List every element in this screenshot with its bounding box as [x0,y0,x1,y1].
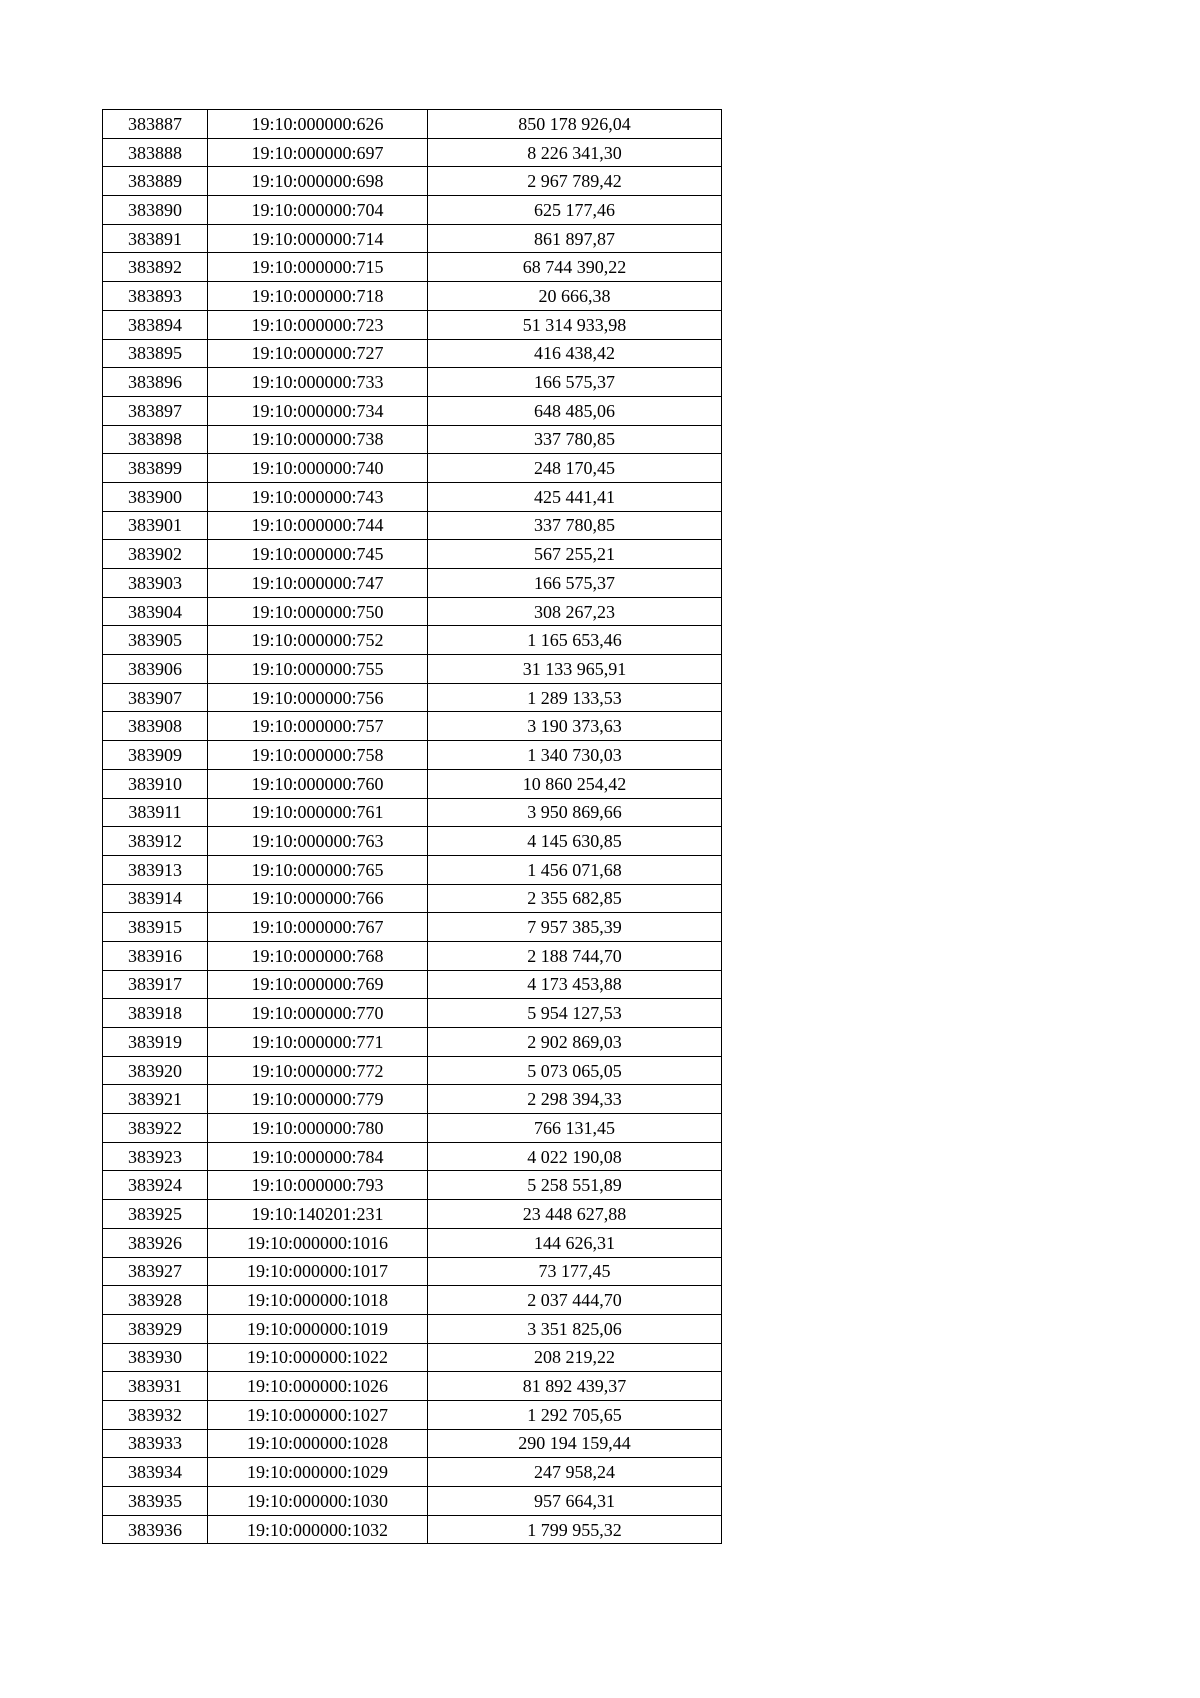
value-cell: 850 178 926,04 [428,110,722,139]
table-row [103,1257,722,1286]
row-number-cell: 383910 [103,769,208,798]
row-number-cell: 383905 [103,626,208,655]
value-cell: 68 744 390,22 [428,253,722,282]
value-cell: 166 575,37 [428,368,722,397]
value-cell: 23 448 627,88 [428,1200,722,1229]
cadastral-number-cell: 19:10:000000:1019 [208,1314,428,1343]
value-cell: 3 190 373,63 [428,712,722,741]
value-cell: 51 314 933,98 [428,310,722,339]
row-number-cell: 383903 [103,569,208,598]
value-cell: 957 664,31 [428,1487,722,1516]
value-cell: 5 073 065,05 [428,1056,722,1085]
row-number-cell: 383930 [103,1343,208,1372]
cadastral-number-cell: 19:10:000000:727 [208,339,428,368]
row-number-cell: 383895 [103,339,208,368]
value-cell: 73 177,45 [428,1257,722,1286]
cadastral-number-cell: 19:10:000000:1018 [208,1286,428,1315]
table-row [103,1114,722,1143]
cadastral-number-cell: 19:10:000000:761 [208,798,428,827]
value-cell: 31 133 965,91 [428,655,722,684]
table-row [103,1487,722,1516]
table-row [103,1200,722,1229]
row-number-cell: 383934 [103,1458,208,1487]
value-cell: 2 902 869,03 [428,1028,722,1057]
row-number-cell: 383916 [103,941,208,970]
cadastral-number-cell: 19:10:000000:1027 [208,1400,428,1429]
cadastral-number-cell: 19:10:000000:755 [208,655,428,684]
row-number-cell: 383915 [103,913,208,942]
value-cell: 2 298 394,33 [428,1085,722,1114]
table-row [103,1286,722,1315]
cadastral-number-cell: 19:10:000000:733 [208,368,428,397]
value-cell: 208 219,22 [428,1343,722,1372]
row-number-cell: 383909 [103,741,208,770]
table-row [103,110,722,139]
table-row [103,1085,722,1114]
row-number-cell: 383899 [103,454,208,483]
table-row [103,970,722,999]
table-row [103,597,722,626]
row-number-cell: 383913 [103,855,208,884]
cadastral-number-cell: 19:10:000000:771 [208,1028,428,1057]
table-row [103,253,722,282]
value-cell: 337 780,85 [428,511,722,540]
table-row [103,712,722,741]
table-row [103,683,722,712]
table-row [103,769,722,798]
table-row [103,1171,722,1200]
table-body [103,110,722,1544]
value-cell: 3 950 869,66 [428,798,722,827]
table-row [103,827,722,856]
row-number-cell: 383891 [103,224,208,253]
cadastral-number-cell: 19:10:000000:1032 [208,1515,428,1544]
cadastral-number-cell: 19:10:000000:765 [208,855,428,884]
cadastral-number-cell: 19:10:000000:768 [208,941,428,970]
row-number-cell: 383906 [103,655,208,684]
value-cell: 1 456 071,68 [428,855,722,884]
table-row [103,282,722,311]
row-number-cell: 383924 [103,1171,208,1200]
value-cell: 425 441,41 [428,482,722,511]
value-cell: 2 355 682,85 [428,884,722,913]
cadastral-number-cell: 19:10:000000:704 [208,196,428,225]
cadastral-number-cell: 19:10:000000:1029 [208,1458,428,1487]
row-number-cell: 383912 [103,827,208,856]
value-cell: 308 267,23 [428,597,722,626]
cadastral-number-cell: 19:10:000000:772 [208,1056,428,1085]
table-row [103,1228,722,1257]
value-cell: 248 170,45 [428,454,722,483]
table-row [103,741,722,770]
row-number-cell: 383918 [103,999,208,1028]
row-number-cell: 383900 [103,482,208,511]
cadastral-number-cell: 19:10:000000:770 [208,999,428,1028]
cadastral-number-cell: 19:10:000000:1017 [208,1257,428,1286]
value-cell: 4 173 453,88 [428,970,722,999]
table-row [103,913,722,942]
value-cell: 8 226 341,30 [428,138,722,167]
table-row [103,1142,722,1171]
cadastral-number-cell: 19:10:000000:760 [208,769,428,798]
row-number-cell: 383889 [103,167,208,196]
row-number-cell: 383897 [103,396,208,425]
value-cell: 625 177,46 [428,196,722,225]
value-cell: 648 485,06 [428,396,722,425]
table-row [103,1515,722,1544]
cadastral-number-cell: 19:10:000000:714 [208,224,428,253]
row-number-cell: 383931 [103,1372,208,1401]
cadastral-number-cell: 19:10:000000:1026 [208,1372,428,1401]
value-cell: 247 958,24 [428,1458,722,1487]
table-row [103,167,722,196]
value-cell: 416 438,42 [428,339,722,368]
row-number-cell: 383932 [103,1400,208,1429]
cadastral-number-cell: 19:10:000000:743 [208,482,428,511]
table-row [103,999,722,1028]
value-cell: 861 897,87 [428,224,722,253]
row-number-cell: 383887 [103,110,208,139]
cadastral-number-cell: 19:10:000000:698 [208,167,428,196]
value-cell: 337 780,85 [428,425,722,454]
cadastral-number-cell: 19:10:000000:784 [208,1142,428,1171]
value-cell: 166 575,37 [428,569,722,598]
cadastral-number-cell: 19:10:000000:763 [208,827,428,856]
table-row [103,454,722,483]
row-number-cell: 383929 [103,1314,208,1343]
row-number-cell: 383919 [103,1028,208,1057]
cadastral-number-cell: 19:10:000000:715 [208,253,428,282]
table-row [103,425,722,454]
value-cell: 144 626,31 [428,1228,722,1257]
table-row [103,339,722,368]
table-row [103,655,722,684]
value-cell: 1 289 133,53 [428,683,722,712]
table-row [103,941,722,970]
row-number-cell: 383908 [103,712,208,741]
cadastral-number-cell: 19:10:000000:744 [208,511,428,540]
table-row [103,884,722,913]
row-number-cell: 383921 [103,1085,208,1114]
row-number-cell: 383911 [103,798,208,827]
row-number-cell: 383902 [103,540,208,569]
table-row [103,310,722,339]
value-cell: 2 037 444,70 [428,1286,722,1315]
table-row [103,569,722,598]
value-cell: 3 351 825,06 [428,1314,722,1343]
value-cell: 5 258 551,89 [428,1171,722,1200]
cadastral-number-cell: 19:10:000000:769 [208,970,428,999]
table-row [103,1429,722,1458]
cadastral-number-cell: 19:10:000000:757 [208,712,428,741]
row-number-cell: 383914 [103,884,208,913]
table-row [103,540,722,569]
cadastral-number-cell: 19:10:000000:780 [208,1114,428,1143]
cadastral-number-cell: 19:10:000000:756 [208,683,428,712]
value-cell: 20 666,38 [428,282,722,311]
row-number-cell: 383923 [103,1142,208,1171]
data-table [102,109,722,1544]
row-number-cell: 383892 [103,253,208,282]
row-number-cell: 383894 [103,310,208,339]
cadastral-number-cell: 19:10:000000:766 [208,884,428,913]
row-number-cell: 383926 [103,1228,208,1257]
value-cell: 81 892 439,37 [428,1372,722,1401]
cadastral-number-cell: 19:10:000000:752 [208,626,428,655]
row-number-cell: 383904 [103,597,208,626]
row-number-cell: 383927 [103,1257,208,1286]
row-number-cell: 383935 [103,1487,208,1516]
row-number-cell: 383898 [103,425,208,454]
cadastral-number-cell: 19:10:000000:718 [208,282,428,311]
table-row [103,482,722,511]
table-row [103,196,722,225]
row-number-cell: 383888 [103,138,208,167]
table-row [103,1028,722,1057]
row-number-cell: 383925 [103,1200,208,1229]
table-row [103,1056,722,1085]
table-row [103,798,722,827]
cadastral-number-cell: 19:10:000000:740 [208,454,428,483]
cadastral-number-cell: 19:10:000000:697 [208,138,428,167]
row-number-cell: 383928 [103,1286,208,1315]
table-row [103,396,722,425]
table-row [103,1400,722,1429]
row-number-cell: 383893 [103,282,208,311]
row-number-cell: 383933 [103,1429,208,1458]
value-cell: 4 145 630,85 [428,827,722,856]
table-row [103,1343,722,1372]
cadastral-number-cell: 19:10:000000:734 [208,396,428,425]
cadastral-number-cell: 19:10:000000:1028 [208,1429,428,1458]
value-cell: 1 165 653,46 [428,626,722,655]
value-cell: 7 957 385,39 [428,913,722,942]
row-number-cell: 383920 [103,1056,208,1085]
row-number-cell: 383896 [103,368,208,397]
row-number-cell: 383890 [103,196,208,225]
table-row [103,855,722,884]
row-number-cell: 383917 [103,970,208,999]
cadastral-number-cell: 19:10:000000:750 [208,597,428,626]
value-cell: 10 860 254,42 [428,769,722,798]
cadastral-number-cell: 19:10:000000:745 [208,540,428,569]
table-row [103,368,722,397]
cadastral-number-cell: 19:10:000000:723 [208,310,428,339]
cadastral-number-cell: 19:10:000000:758 [208,741,428,770]
table-row [103,1314,722,1343]
cadastral-number-cell: 19:10:000000:738 [208,425,428,454]
value-cell: 1 340 730,03 [428,741,722,770]
row-number-cell: 383936 [103,1515,208,1544]
cadastral-number-cell: 19:10:000000:767 [208,913,428,942]
cadastral-number-cell: 19:10:000000:1022 [208,1343,428,1372]
value-cell: 1 799 955,32 [428,1515,722,1544]
cadastral-number-cell: 19:10:000000:793 [208,1171,428,1200]
table-row [103,626,722,655]
cadastral-number-cell: 19:10:000000:1016 [208,1228,428,1257]
cadastral-number-cell: 19:10:140201:231 [208,1200,428,1229]
cadastral-number-cell: 19:10:000000:779 [208,1085,428,1114]
cadastral-number-cell: 19:10:000000:747 [208,569,428,598]
table-row [103,511,722,540]
value-cell: 1 292 705,65 [428,1400,722,1429]
row-number-cell: 383901 [103,511,208,540]
value-cell: 567 255,21 [428,540,722,569]
value-cell: 5 954 127,53 [428,999,722,1028]
value-cell: 290 194 159,44 [428,1429,722,1458]
value-cell: 4 022 190,08 [428,1142,722,1171]
table-row [103,1458,722,1487]
value-cell: 2 967 789,42 [428,167,722,196]
cadastral-number-cell: 19:10:000000:1030 [208,1487,428,1516]
table-row [103,1372,722,1401]
row-number-cell: 383907 [103,683,208,712]
cadastral-number-cell: 19:10:000000:626 [208,110,428,139]
value-cell: 766 131,45 [428,1114,722,1143]
value-cell: 2 188 744,70 [428,941,722,970]
row-number-cell: 383922 [103,1114,208,1143]
table-row [103,138,722,167]
table-row [103,224,722,253]
